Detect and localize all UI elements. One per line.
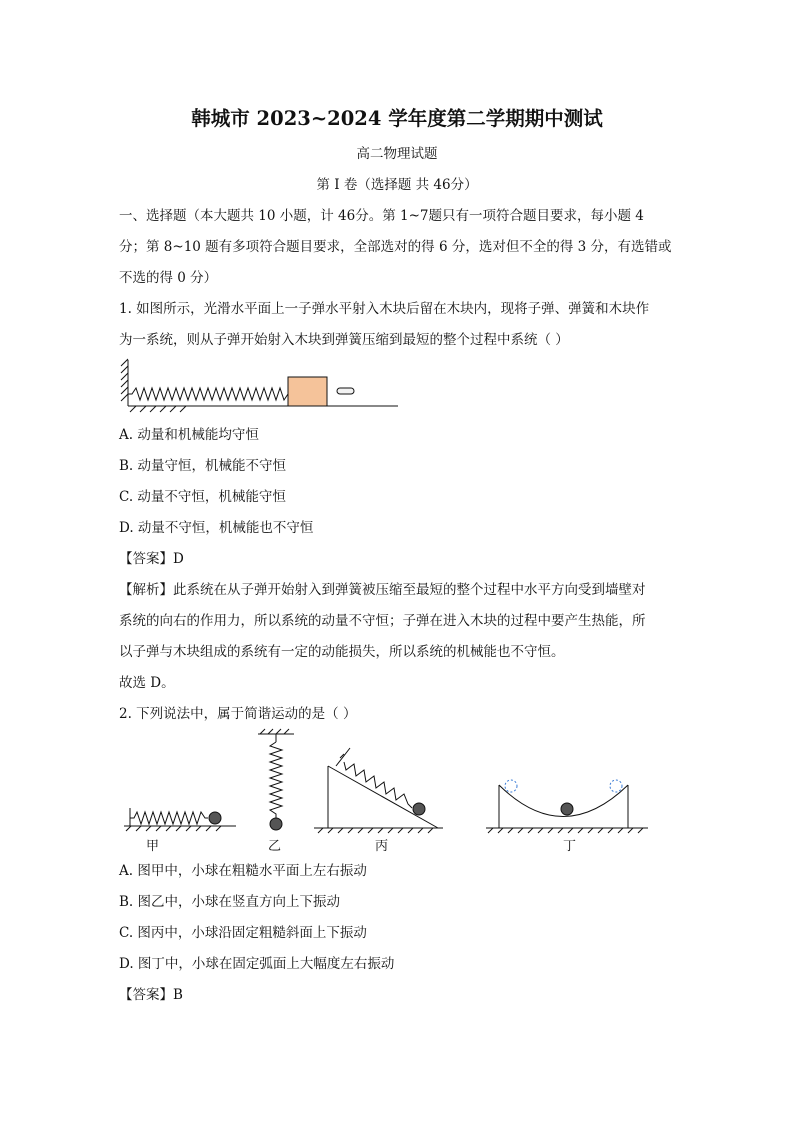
section-intro-line1: 一、选择题（本大题共 10 小题，计 46分。第 1~7题只有一项符合题目要求，每小题 4 — [119, 208, 644, 224]
ball-yi — [270, 818, 282, 830]
ground-hatch-icon — [128, 406, 398, 412]
wooden-block — [288, 377, 327, 406]
ball-jia — [209, 812, 221, 824]
section-intro-line2: 分；第 8~10 题有多项符合题目要求，全部选对的得 6 分，选对但不全的得 3 分，有选错或 — [119, 239, 672, 255]
figure-label-jia: 甲 — [146, 839, 160, 854]
q1-option-b: B. 动量守恒，机械能不守恒 — [119, 458, 287, 474]
q2-option-c: C. 图丙中，小球沿固定粗糙斜面上下振动 — [119, 925, 367, 941]
q2-answer: 【答案】B — [119, 987, 183, 1003]
page-title: 韩城市 2023~2024 学年度第二学期期中测试 — [191, 107, 603, 130]
q1-stem-line1: 1. 如图所示，光滑水平面上一子弹水平射入木块后留在木块内，现将子弹、弹簧和木块作 — [119, 301, 650, 317]
ball-ding — [561, 803, 573, 815]
q1-stem-line2: 为一系统，则从子弹开始射入木块到弹簧压缩到最短的整个过程中系统（ ） — [119, 332, 569, 348]
q1-analysis-line1: 【解析】此系统在从子弹开始射入到弹簧被压缩至最短的整个过程中水平方向受到墙壁对 — [119, 582, 646, 598]
dashed-ball-left — [505, 780, 517, 792]
figure-bing — [314, 748, 443, 833]
ball-bing — [413, 803, 425, 815]
q2-figures — [118, 728, 658, 840]
volume-heading: 第 I 卷（选择题 共 46分） — [316, 177, 478, 193]
figure-label-ding: 丁 — [563, 839, 577, 854]
q1-analysis-line2: 系统的向右的作用力，所以系统的动量不守恒；子弹在进入木块的过程中要产生热能，所 — [119, 613, 646, 629]
figure-yi — [258, 729, 294, 818]
q1-conclusion: 故选 D。 — [119, 675, 175, 691]
figure-label-bing: 丙 — [375, 839, 389, 854]
q1-answer: 【答案】D — [119, 551, 184, 567]
section-intro-line3: 不选的得 0 分） — [119, 270, 218, 286]
q2-option-d: D. 图丁中，小球在固定弧面上大幅度左右振动 — [119, 956, 395, 972]
spring-icon — [128, 388, 288, 400]
q1-option-c: C. 动量不守恒，机械能守恒 — [119, 489, 286, 505]
q2-option-b: B. 图乙中，小球在竖直方向上下振动 — [119, 894, 341, 910]
page-subtitle: 高二物理试题 — [356, 146, 438, 162]
wall-hatch-icon — [121, 359, 128, 406]
q1-option-d: D. 动量不守恒，机械能也不守恒 — [119, 520, 314, 536]
q1-option-a: A. 动量和机械能均守恒 — [119, 427, 259, 443]
bullet-icon — [337, 388, 354, 394]
dashed-ball-right — [610, 780, 622, 792]
figure-label-yi: 乙 — [268, 839, 282, 854]
q2-stem: 2. 下列说法中，属于简谐运动的是（ ） — [119, 706, 357, 722]
q2-option-a: A. 图甲中，小球在粗糙水平面上左右振动 — [119, 863, 367, 879]
q1-analysis-line3: 以子弹与木块组成的系统有一定的动能损失，所以系统的机械能也不守恒。 — [119, 644, 565, 660]
q1-figure — [118, 354, 408, 416]
